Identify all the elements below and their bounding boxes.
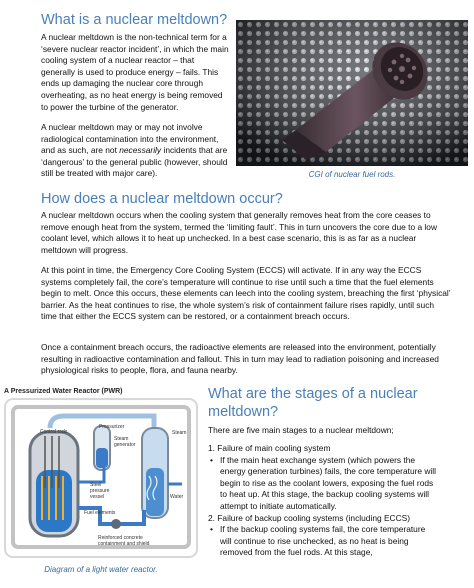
- stage-2-bullet: • If the backup cooling systems fail, the core temperature will continue to rise unchecked, as no heat is being removed from the fuel rods. At this stage,: [210, 524, 426, 558]
- label-steam-generator: Steam generator: [114, 436, 136, 448]
- bullet-icon: •: [210, 454, 213, 465]
- fuel-rods-illustration: [236, 20, 468, 166]
- pwr-diagram: [4, 398, 198, 558]
- stages-list: [208, 443, 438, 559]
- fuel-rods-image: [236, 20, 468, 166]
- stage-2-title: 2. Failure of backup cooling systems (including ECCS): [208, 512, 411, 523]
- label-shield: Reinforced concrete containment and shield: [98, 535, 150, 547]
- label-water: Water: [170, 494, 184, 500]
- eccs-paragraph: At this point in time, the Emergency Core Cooling System (ECCS) will activate. If in any way the ECCS systems completely fail, the core’s temperature will continue to rise until such a time that the fuel elements begin to melt. Once this occurs, these elements can leech into the cooling system, breaching the first ‘physical’ barrier. As the heat continues to rise, the whole system’s risk of containment failure rises rapidly, until such time that either the ECCS system can be restored, or a containment breach occurs.: [41, 265, 451, 322]
- intro-paragraph: A nuclear meltdown is the non-technical term for a ‘severe nuclear reactor incident’, in which the main cooling system of a nuclear reactor – that generally is used to produce energy – fails. This ends up damaging the nuclear core through overheating, as no heat energy is being removed to power the turbine of the generator.: [41, 32, 229, 112]
- stages-intro: There are five main stages to a nuclear meltdown;: [208, 425, 394, 435]
- heading-meltdown-stages: What are the stages of a nuclear meltdown?: [208, 386, 418, 420]
- heading-what-is-meltdown: What is a nuclear meltdown?: [41, 12, 228, 28]
- stage-1-bullet: • If the main heat exchange system (which powers the energy generation turbines) fails, the core temperature will begin to rise as the coolant lowers, exposing the fuel rods to heat up. At this stage, the backup cooling systems will attempt to initiate automatically.: [210, 454, 436, 511]
- heading-how-meltdown-occurs: How does a nuclear meltdown occur?: [41, 191, 283, 207]
- fuel-rods-caption: CGI of nuclear fuel rods.: [308, 170, 396, 179]
- bullet-icon: •: [210, 524, 213, 535]
- stage-1-title: 1. Failure of main cooling system: [208, 443, 331, 453]
- containment-breach-paragraph: Once a containment breach occurs, the radioactive elements are released into the environment, potentially resulting in radioactive contamination and fallout. This in turn may lead to radiation poisoning and increased physiological risks to people, flora, and fauna nearby.: [41, 342, 439, 376]
- label-fuel-elements: Fuel elements: [84, 510, 116, 516]
- label-control-rods: Control rods: [40, 429, 68, 435]
- diagram-title: A Pressurized Water Reactor (PWR): [4, 388, 123, 395]
- label-pressurizer: Pressurizer: [99, 424, 125, 430]
- diagram-caption: Diagram of a light water reactor.: [44, 565, 158, 574]
- occurrence-paragraph: A nuclear meltdown occurs when the cooling system that generally removes heat from the core ceases to remove enough heat from the system, termed the ‘limiting fault’. This in turn uncovers the core due to a low coolant level, which allows it to heat up unchecked. In a best case scenario, this is as far as a nuclear meltdown will progress.: [41, 210, 437, 255]
- label-steel-vessel: Steel pressure vessel: [90, 482, 110, 500]
- contamination-paragraph: A nuclear meltdown may or may not involve radiological contamination into the environment, and as such, are not necessarily incidents that are ‘dangerous’ to the general public (however, should still be treated with major care).: [41, 122, 228, 179]
- label-steam: Steam: [172, 430, 187, 436]
- pwr-illustration: [4, 398, 198, 558]
